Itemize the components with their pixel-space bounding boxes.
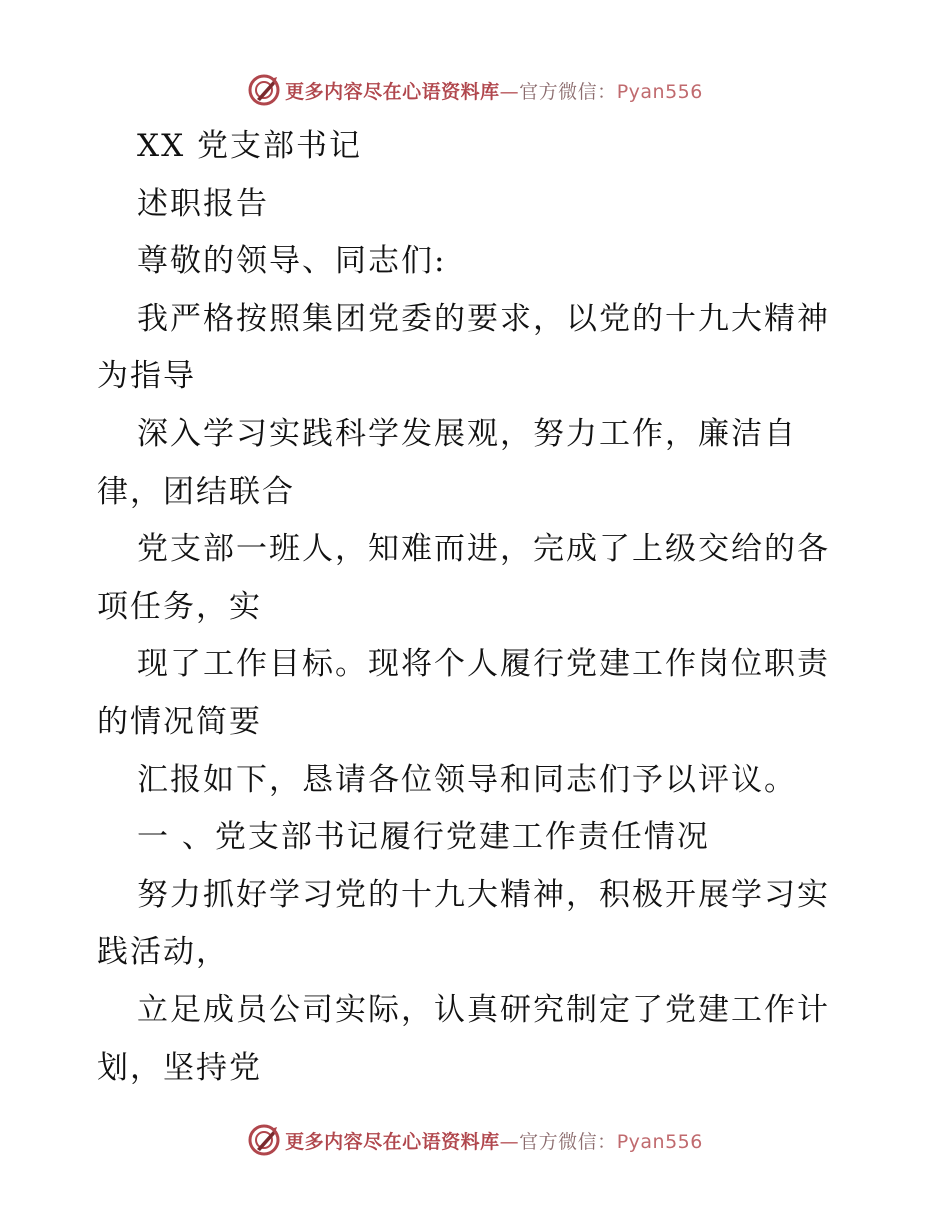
banner-wechat-label: 官方微信： <box>519 1130 617 1153</box>
text-line: 一 、党支部书记履行党建工作责任情况 <box>137 819 710 856</box>
document-body <box>97 118 857 1097</box>
text-line: 述职报告 <box>137 185 269 222</box>
banner-account: Pyan556 <box>616 80 703 103</box>
text-line: 努力抓好学习党的十九大精神，积极开展学习实 <box>137 876 830 913</box>
footer-banner <box>0 1120 950 1160</box>
banner-site-text: 更多内容尽在心语资料库 <box>285 1130 500 1153</box>
text-line: XX 党支部书记 <box>137 128 362 164</box>
banner-dash: — <box>499 80 520 103</box>
text-line: 深入学习实践科学发展观，努力工作，廉洁自 <box>137 415 797 452</box>
text-line: 我严格按照集团党委的要求，以党的十九大精神 <box>137 300 830 337</box>
text-line: 为指导 <box>97 358 196 395</box>
header-banner <box>0 70 950 110</box>
banner-site-text: 更多内容尽在心语资料库 <box>285 80 500 103</box>
logo-icon <box>247 1123 281 1157</box>
banner-dash: — <box>499 1130 520 1153</box>
banner-text <box>285 77 703 104</box>
text-line: 划，坚持党 <box>97 1049 262 1086</box>
banner-account: Pyan556 <box>616 1130 703 1153</box>
text-line: 尊敬的领导、同志们: <box>137 243 447 280</box>
banner-text <box>285 1127 703 1154</box>
text-line: 现了工作目标。现将个人履行党建工作岗位职责 <box>137 646 830 683</box>
text-line: 立足成员公司实际，认真研究制定了党建工作计 <box>137 991 830 1028</box>
banner-wechat-label: 官方微信： <box>519 80 617 103</box>
logo-icon <box>247 73 281 107</box>
text-line: 党支部一班人，知难而进，完成了上级交给的各 <box>137 531 830 568</box>
text-line: 践活动， <box>97 934 229 971</box>
text-line: 项任务，实 <box>97 588 262 625</box>
text-line: 的情况简要 <box>97 703 262 740</box>
text-line: 律，团结联合 <box>97 473 295 510</box>
text-line: 汇报如下，恳请各位领导和同志们予以评议。 <box>137 761 797 798</box>
